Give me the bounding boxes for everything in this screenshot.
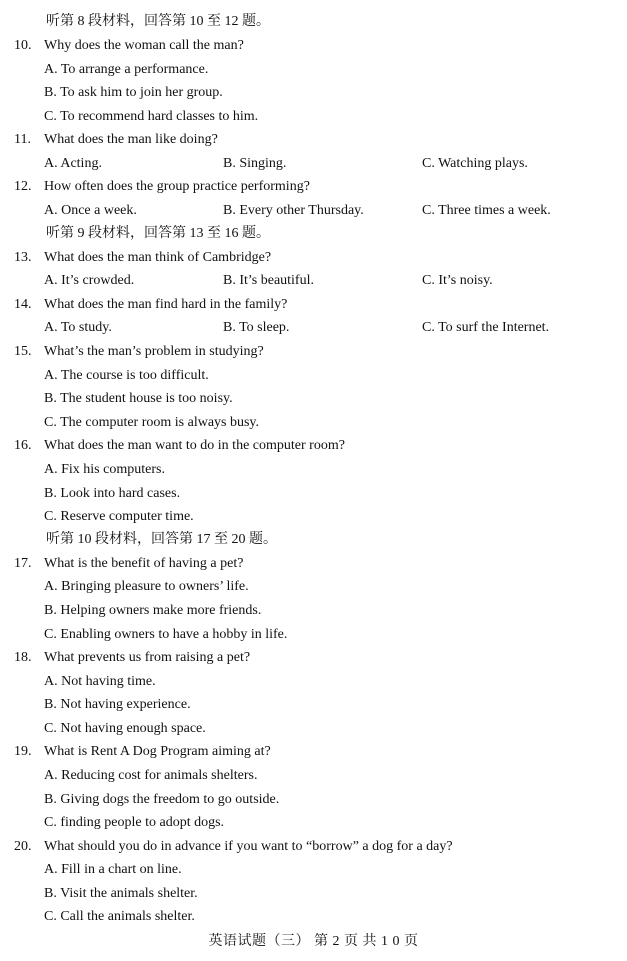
question-number: 14. — [14, 297, 32, 312]
option: A. Fill in a chart on line. — [44, 862, 182, 877]
option: C. To surf the Internet. — [422, 320, 550, 335]
option: B. Not having experience. — [44, 697, 191, 712]
question — [0, 179, 627, 195]
option: A. Bringing pleasure to owners’ life. — [44, 579, 249, 594]
section-heading: 听第 8 段材料，回答第 10 至 12 题。 — [46, 14, 270, 29]
option: B. Singing. — [223, 156, 287, 171]
question-text: What should you do in advance if you want to “borrow” a dog for a day? — [44, 839, 453, 854]
option: C. Reserve computer time. — [44, 509, 194, 524]
question — [0, 38, 627, 54]
option: B. Giving dogs the freedom to go outside. — [44, 792, 280, 807]
option: C. Call the animals shelter. — [44, 909, 195, 924]
option: B. Visit the animals shelter. — [44, 886, 198, 901]
question — [0, 132, 627, 148]
option: A. Not having time. — [44, 674, 156, 689]
option: A. It’s crowded. — [44, 273, 135, 288]
question — [0, 344, 627, 360]
option: B. To sleep. — [223, 320, 290, 335]
question-number: 11. — [14, 132, 31, 147]
option: B. To ask him to join her group. — [44, 85, 223, 100]
question-text: What does the man think of Cambridge? — [44, 250, 272, 265]
question-number: 20. — [14, 839, 32, 854]
option: A. Acting. — [44, 156, 102, 171]
section-heading: 听第 9 段材料，回答第 13 至 16 题。 — [46, 226, 270, 241]
question — [0, 744, 627, 760]
option: C. It’s noisy. — [422, 273, 493, 288]
question-text: What does the man want to do in the computer room? — [44, 438, 345, 453]
question-number: 19. — [14, 744, 32, 759]
option: C. Three times a week. — [422, 203, 551, 218]
question-number: 15. — [14, 344, 32, 359]
question-number: 13. — [14, 250, 32, 265]
option: A. To arrange a performance. — [44, 62, 209, 77]
question-number: 17. — [14, 556, 32, 571]
option: A. The course is too difficult. — [44, 368, 209, 383]
question — [0, 438, 627, 454]
question — [0, 250, 627, 266]
question-number: 12. — [14, 179, 32, 194]
option: C. Watching plays. — [422, 156, 528, 171]
option: C. The computer room is always busy. — [44, 415, 260, 430]
option: A. Once a week. — [44, 203, 137, 218]
option: A. Fix his computers. — [44, 462, 165, 477]
question-number: 10. — [14, 38, 32, 53]
question-text: What does the man find hard in the family? — [44, 297, 288, 312]
section-heading: 听第 10 段材料，回答第 17 至 20 题。 — [46, 532, 277, 547]
option: B. Look into hard cases. — [44, 486, 181, 501]
question-text: Why does the woman call the man? — [44, 38, 244, 53]
question-text: How often does the group practice performing? — [44, 179, 310, 194]
question-number: 16. — [14, 438, 32, 453]
option: B. It’s beautiful. — [223, 273, 314, 288]
question-text: What does the man like doing? — [44, 132, 218, 147]
option: B. The student house is too noisy. — [44, 391, 233, 406]
question — [0, 297, 627, 313]
question-text: What prevents us from raising a pet? — [44, 650, 251, 665]
option: B. Every other Thursday. — [223, 203, 364, 218]
page-footer: 英语试题（三） 第 2 页 共 1 0 页 — [208, 934, 419, 949]
question-text: What is the benefit of having a pet? — [44, 556, 244, 571]
question-text: What’s the man’s problem in studying? — [44, 344, 264, 359]
question-number: 18. — [14, 650, 32, 665]
option: C. Not having enough space. — [44, 721, 206, 736]
option: C. Enabling owners to have a hobby in life. — [44, 627, 288, 642]
option: C. To recommend hard classes to him. — [44, 109, 259, 124]
question — [0, 556, 627, 572]
option: C. finding people to adopt dogs. — [44, 815, 225, 830]
question — [0, 650, 627, 666]
option: A. Reducing cost for animals shelters. — [44, 768, 258, 783]
option: B. Helping owners make more friends. — [44, 603, 262, 618]
option: A. To study. — [44, 320, 112, 335]
question — [0, 839, 627, 855]
question-text: What is Rent A Dog Program aiming at? — [44, 744, 271, 759]
